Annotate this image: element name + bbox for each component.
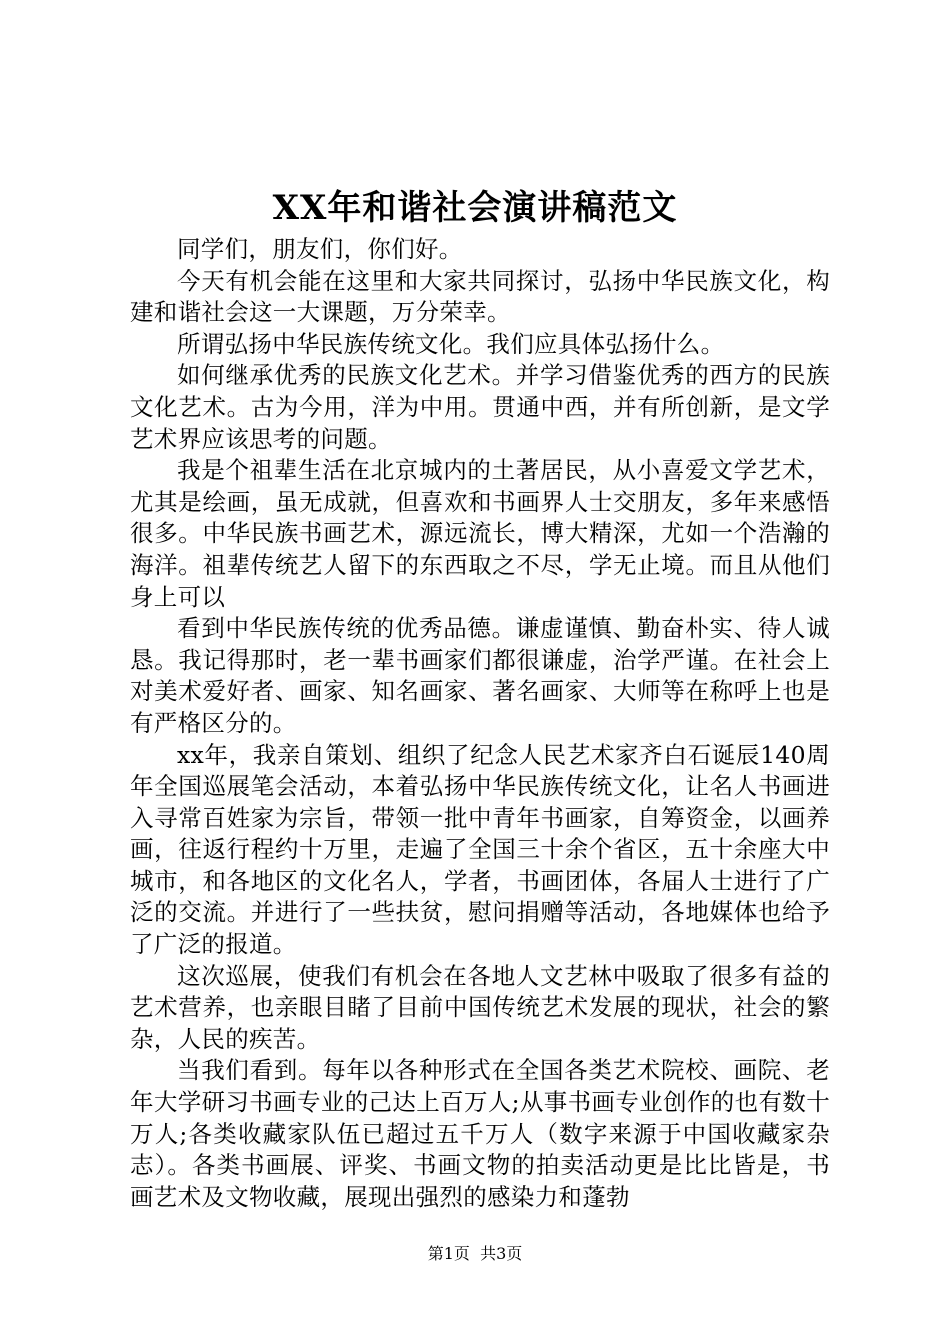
paragraph-greeting: 同学们，朋友们，你们好。 — [177, 235, 463, 263]
paragraph: 看到中华民族传统的优秀品德。谦虚谨慎、勤奋朴实、待人诚恳。我记得那时，老一辈书画家们都很谦虚，治学严谨。在社会上对美术爱好者、画家、知名画家、著名画家、大师等在称呼上也是有严格区分的。 — [130, 614, 830, 737]
page-footer — [0, 1243, 950, 1265]
paragraph: 我是个祖辈生活在北京城内的土著居民，从小喜爱文学艺术，尤其是绘画，虽无成就，但喜欢和书画界人士交朋友，多年来感悟很多。中华民族书画艺术，源远流长，博大精深，尤如一个浩瀚的海洋。祖辈传统艺人留下的东西取之不尽，学无止境。而且从他们身上可以 — [130, 456, 830, 611]
page-total: 共3页 — [480, 1244, 523, 1263]
document-title: XX年和谐社会演讲稿范文 — [272, 188, 678, 228]
paragraph: 当我们看到。每年以各种形式在全国各类艺术院校、画院、老年大学研习书画专业的己达上百万人;从事书画专业创作的也有数十万人;各类收藏家队伍已超过五千万人（数字来源于中国收藏家杂志）。各类书画展、评奖、书画文物的拍卖活动更是比比皆是，书画艺术及文物收藏，展现出强烈的感染力和蓬勃 — [130, 1056, 830, 1211]
paragraph: 今天有机会能在这里和大家共同探讨，弘扬中华民族文化，构建和谐社会这一大课题，万分荣幸。 — [130, 266, 830, 327]
page-number: 第1页 — [427, 1244, 470, 1263]
paragraph: xx年，我亲自策划、组织了纪念人民艺术家齐白石诞辰140周年全国巡展笔会活动，本着弘扬中华民族传统文化，让名人书画进入寻常百姓家为宗旨，带领一批中青年书画家，自筹资金，以画养画，往返行程约十万里，走遍了全国三十余个省区，五十余座大中城市，和各地区的文化名人，学者，书画团体，各届人士进行了广泛的交流。并进行了一些扶贫，慰问捐赠等活动，各地媒体也给予了广泛的报道。 — [130, 740, 830, 959]
document-body — [130, 234, 830, 1213]
paragraph: 这次巡展，使我们有机会在各地人文艺林中吸取了很多有益的艺术营养，也亲眼目睹了目前中国传统艺术发展的现状，社会的繁杂，人民的疾苦。 — [130, 961, 830, 1053]
paragraph: 所谓弘扬中华民族传统文化。我们应具体弘扬什么。 — [177, 329, 725, 358]
paragraph: 如何继承优秀的民族文化艺术。并学习借鉴优秀的西方的民族文化艺术。古为今用，洋为中用。贯通中西，并有所创新，是文学艺术界应该思考的问题。 — [130, 361, 830, 453]
footer-separator — [470, 1244, 480, 1263]
